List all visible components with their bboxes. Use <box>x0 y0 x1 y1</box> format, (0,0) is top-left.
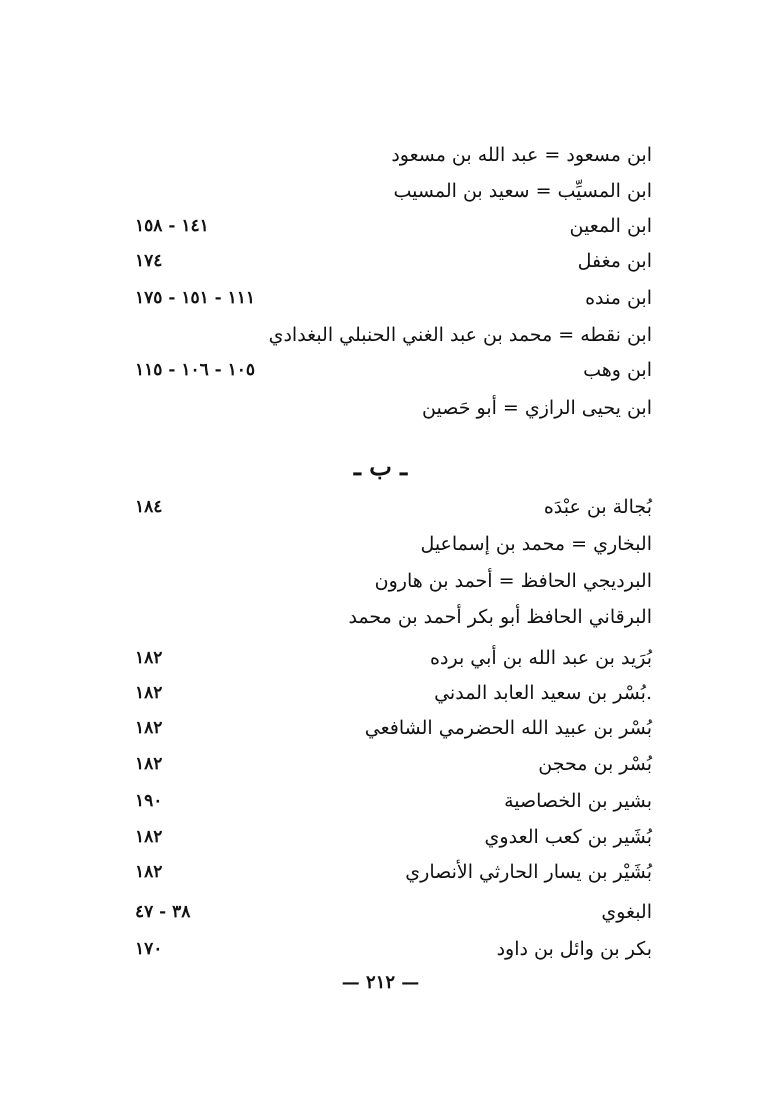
index-entry <box>110 529 652 559</box>
entry-pages: ١٧٤ <box>135 251 163 271</box>
entry-name: بكر بن وائل بن داود <box>496 938 652 960</box>
entry-pages: ١٠٥ - ١٠٦ - ١١٥ <box>135 360 256 380</box>
entry-name: بُشَير بن كعب العدوي <box>484 826 652 848</box>
entry-pages: ١٨٤ <box>135 497 163 517</box>
index-entry <box>110 211 652 241</box>
entry-pages: ١١١ - ١٥١ - ١٧٥ <box>135 288 256 308</box>
entry-name: ابن المعين <box>569 215 652 237</box>
entry-pages: ١٨٢ <box>135 827 163 847</box>
entry-name: بشير بن الخصاصية <box>504 790 652 812</box>
entry-name: .بُسْر بن سعيد العابد المدني <box>434 682 652 704</box>
index-entry <box>110 393 652 423</box>
index-entry <box>110 492 652 522</box>
entry-pages: ١٨٢ <box>135 718 163 738</box>
entry-name: بُسْر بن محجن <box>538 753 652 775</box>
entry-name: ابن منده <box>585 287 652 309</box>
entry-pages: ٣٨ - ٤٧ <box>135 902 191 922</box>
index-entry <box>110 643 652 673</box>
index-entry <box>110 749 652 779</box>
entry-pages: ١٧٠ <box>135 939 163 959</box>
entry-name: بُشَيْر بن يسار الحارثي الأنصاري <box>405 861 652 883</box>
section-heading-letter: ـ ب ـ <box>353 452 408 481</box>
page-number: — ٢١٢ — <box>341 972 420 993</box>
index-entry <box>110 897 652 927</box>
index-entry <box>110 355 652 385</box>
entry-name: ابن نقطه = محمد بن عبد الغني الحنبلي البغدادي <box>268 324 652 346</box>
index-entry <box>110 602 652 632</box>
entry-name: البرديجي الحافظ = أحمد بن هارون <box>374 570 652 592</box>
index-entry <box>110 786 652 816</box>
entry-name: ابن مسعود = عبد الله بن مسعود <box>391 144 652 166</box>
index-entry <box>110 246 652 276</box>
index-entry <box>110 713 652 743</box>
entry-pages: ١٨٢ <box>135 683 163 703</box>
entry-pages: ١٤١ - ١٥٨ <box>135 216 209 236</box>
index-entry <box>110 934 652 964</box>
entry-name: بُجالة بن عبْدَه <box>543 496 652 518</box>
entry-name: البرقاني الحافظ أبو بكر أحمد بن محمد <box>348 606 652 628</box>
entry-name: ابن مغفل <box>577 250 652 272</box>
index-entry <box>110 283 652 313</box>
entry-name: ابن وهب <box>583 359 652 381</box>
index-entry <box>110 320 652 350</box>
entry-name: ابن المسيِّب = سعيد بن المسيب <box>393 180 652 202</box>
entry-pages: ١٨٢ <box>135 862 163 882</box>
index-entry <box>110 822 652 852</box>
entry-pages: ١٨٢ <box>135 648 163 668</box>
index-entry <box>110 678 652 708</box>
entry-name: بُسْر بن عبيد الله الحضرمي الشافعي <box>364 717 652 739</box>
index-entry <box>110 176 652 206</box>
entry-pages: ١٨٢ <box>135 754 163 774</box>
index-entry <box>110 140 652 170</box>
entry-name: بُرَيد بن عبد الله بن أبي برده <box>430 647 652 669</box>
index-entry <box>110 857 652 887</box>
entry-name: البغوي <box>601 901 652 923</box>
entry-name: ابن يحيى الرازي = أبو حَصين <box>422 397 652 419</box>
index-entry <box>110 566 652 596</box>
entry-pages: ١٩٠ <box>135 791 163 811</box>
entry-name: البخاري = محمد بن إسماعيل <box>420 533 652 555</box>
